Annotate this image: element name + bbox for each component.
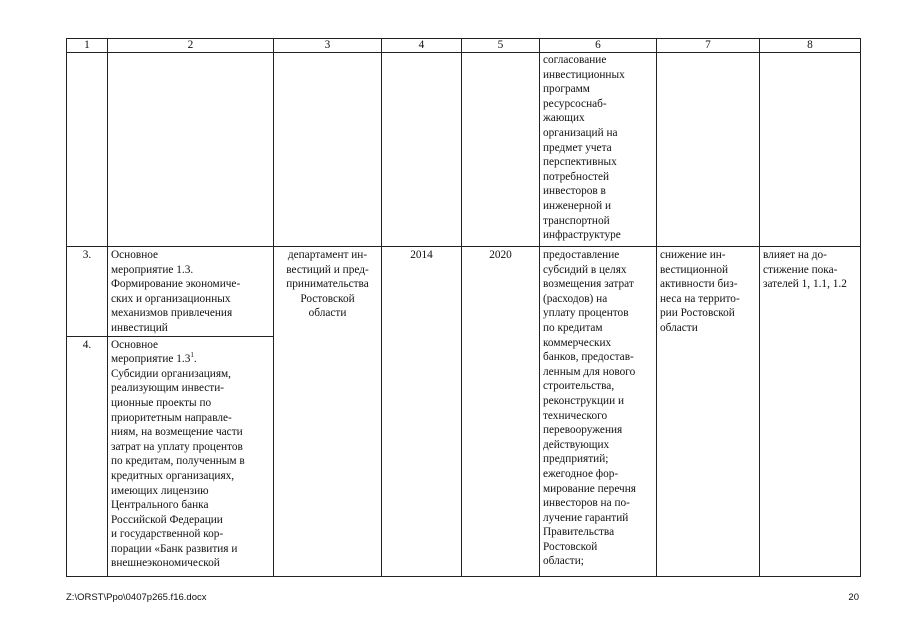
row4-number: 4. [67,336,108,576]
row3-executor: департамент ин- вестиций и пред- принимательства Ростовской области [274,247,382,577]
row4-activity-line1: Основное [111,338,159,351]
row3-start-year: 2014 [382,247,462,577]
footer-page-number: 20 [848,592,859,603]
row3-result: предоставление субсидий в целях возмещения затрат (расходов) на уплату процентов по кредитам коммерческих банков, предостав- ленным для нового строительства, реконструкции и технического перевооружения действующих предприятий; ежегодное фор- мирование перечня инвесторов на по- лучение гарантий Правительства Ростовской области; [540,247,657,577]
document-table [66,38,861,577]
row3-consequence: снижение ин- вестиционной активности биз- неса на террито- рии Ростовской области [657,247,760,577]
row3-number: 3. [67,247,108,337]
cont-cell-4 [382,53,462,247]
row4-activity-superscript: 1 [190,351,194,360]
cont-cell-1 [67,53,108,247]
cont-cell-8 [760,53,861,247]
row3-end-year: 2020 [462,247,540,577]
cont-cell-5 [462,53,540,247]
header-cell-1: 1 [67,39,108,53]
cont-cell-result: согласование инвестиционных программ ресурсоснаб- жающих организаций на предмет учета перспективных потребностей инвесторов в инженерной и транспортной инфраструктуре [540,53,657,247]
row4-activity [108,336,274,576]
header-cell-6: 6 [540,39,657,53]
header-cell-5: 5 [462,39,540,53]
row3-activity: Основное мероприятие 1.3. Формирование экономиче- ских и организационных механизмов привлечения инвестиций [108,247,274,337]
header-cell-4: 4 [382,39,462,53]
header-cell-8: 8 [760,39,861,53]
row4-activity-line2 [111,352,270,367]
row4-activity-code-end: . [193,353,197,366]
row4-activity-code: мероприятие 1.3 [111,353,191,366]
header-row [67,39,861,53]
cont-cell-2 [108,53,274,247]
table-row-continuation [67,53,861,247]
footer-file-path: Z:\ORST\Ppo\0407p265.f16.docx [66,592,207,603]
row4-activity-description: Субсидии организациям, реализующим инвести- ционные проекты по приоритетным направле- ниям, на возмещение части затрат на уплату процентов по кредитам, полученным в кредитных организациях, имеющих лицензию Центрального банка Российской Федерации и государственной кор- порации «Банк развития и внешнеэкономической [111,367,245,570]
header-cell-2: 2 [108,39,274,53]
row3-indicator-link: влияет на до- стижение пока- зателей 1, 1.1, 1.2 [760,247,861,577]
cont-cell-3 [274,53,382,247]
table-row-3 [67,247,861,337]
cont-cell-7 [657,53,760,247]
header-cell-3: 3 [274,39,382,53]
header-cell-7: 7 [657,39,760,53]
